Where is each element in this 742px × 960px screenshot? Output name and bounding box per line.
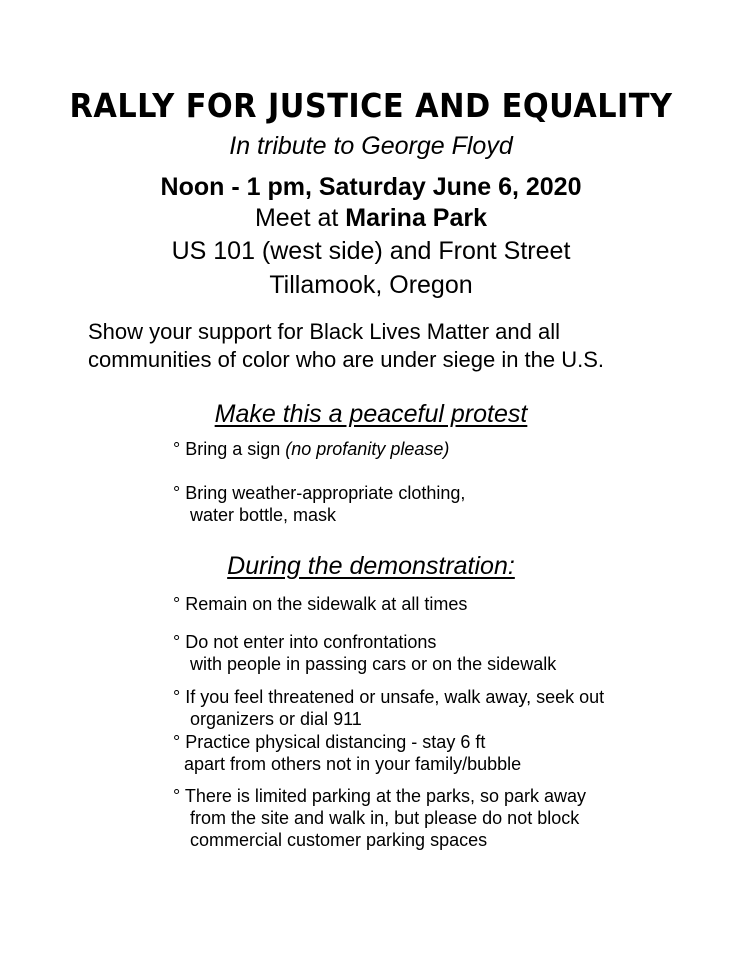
address: US 101 (west side) and Front Street	[171, 237, 571, 265]
list-item: ° If you feel threatened or unsafe, walk away, seek out organizers or dial 911	[173, 687, 605, 729]
item-note: (no profanity please)	[285, 439, 450, 459]
section-heading-during-demonstration: During the demonstration:	[227, 552, 515, 580]
meet-prefix: Meet at	[254, 204, 346, 232]
list-item: ° Practice physical distancing - stay 6 ft apart from others not in your family/bubble	[173, 732, 522, 774]
list-item: ° Do not enter into confrontations with people in passing cars or on the sidewalk	[173, 632, 557, 674]
flyer-title: RALLY FOR JUSTICE AND EQUALITY	[69, 86, 673, 125]
city: Tillamook, Oregon	[269, 271, 473, 299]
event-datetime: Noon - 1 pm, Saturday June 6, 2020	[160, 173, 582, 201]
list-item: ° Remain on the sidewalk at all times	[173, 594, 468, 614]
section-heading-peaceful-protest: Make this a peaceful protest	[214, 400, 528, 428]
list-item: ° Bring weather-appropriate clothing, water bottle, mask	[173, 483, 466, 525]
list-item: ° There is limited parking at the parks, so park away from the site and walk in, but please do not block commercial customer parking spaces	[173, 786, 587, 850]
intro-paragraph	[88, 318, 688, 374]
intro-line: Show your support for Black Lives Matter and all	[88, 319, 561, 344]
intro-line: communities of color who are under siege in the U.S.	[88, 347, 605, 372]
meet-place: Marina Park	[345, 204, 488, 232]
meeting-location	[0, 203, 742, 233]
list-item: ° Bring a sign (no profanity please)	[173, 439, 450, 459]
subtitle: In tribute to George Floyd	[229, 132, 513, 160]
